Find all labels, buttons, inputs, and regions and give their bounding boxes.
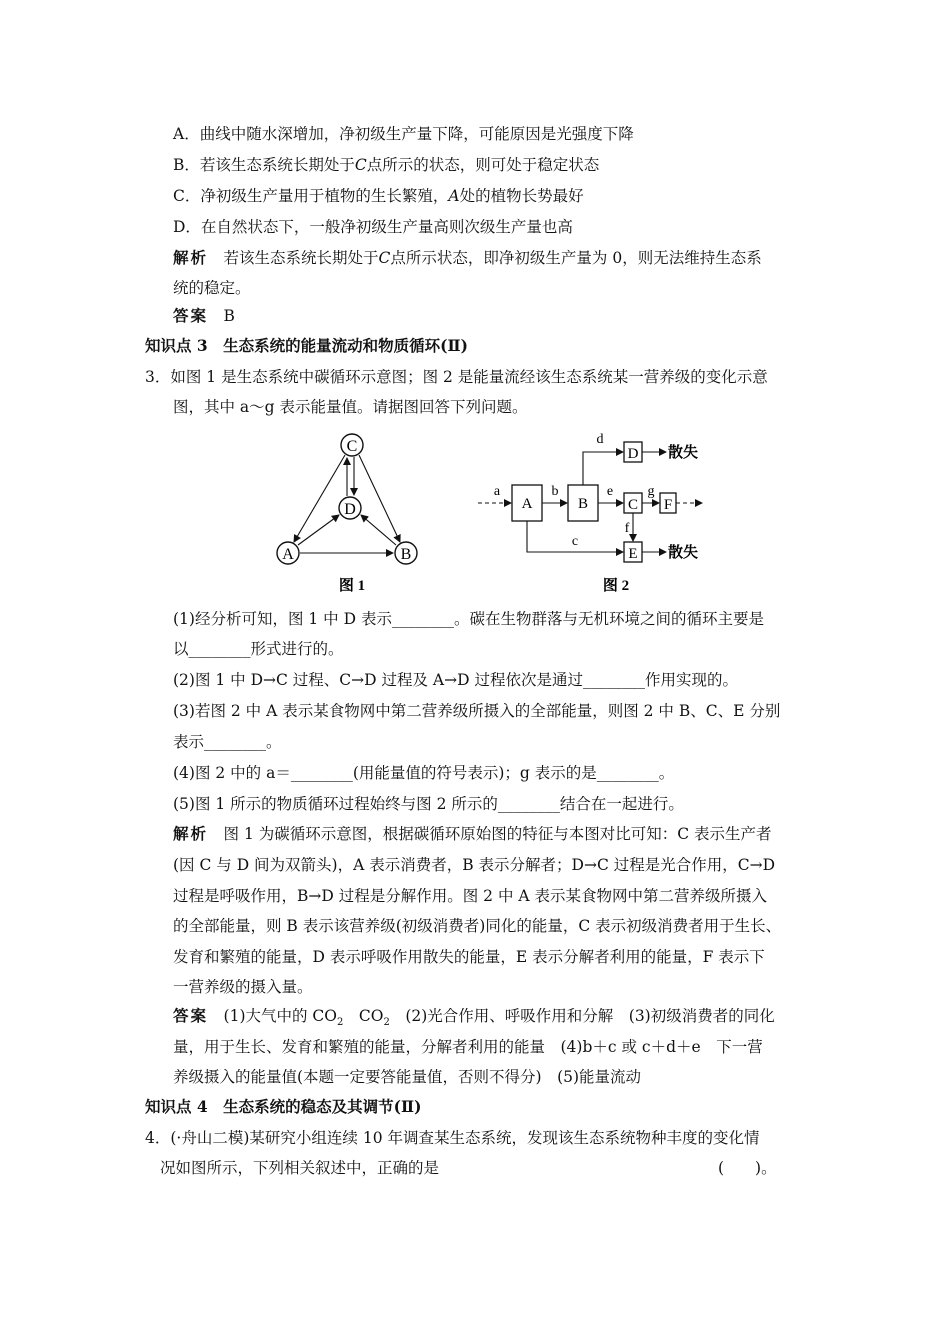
fig1-node-d (339, 497, 361, 519)
fig2-label-c: c (571, 534, 579, 549)
q3-sub1-line-1: (1)经分析可知，图 1 中 D 表示________。碳在生物群落与无机环境之间的循环主要是 (173, 610, 764, 628)
knowledge-point-4-heading: 知识点 4 生态系统的稳态及其调节(Ⅱ) (145, 1097, 422, 1116)
fig2-box-a (512, 485, 542, 521)
fig2-box-f (660, 493, 676, 513)
figure-2-energy-flow (470, 425, 740, 600)
q3-sub3-line-2: 表示________。 (173, 733, 282, 751)
q3-answer-line-2: 量，用于生长、发育和繁殖的能量，分解者利用的能量 (4)b＋c 或 c＋d＋e 下一营 (173, 1038, 763, 1056)
svg-text:D: D (344, 501, 356, 518)
q4-stem-line-1: 4．(·舟山二模)某研究小组连续 10 年调查某生态系统，发现该生态系统物种丰度的变化情 (145, 1129, 760, 1147)
q3-analysis-line-4: 的全部能量，则 B 表示该营养级(初级消费者)同化的能量，C 表示初级消费者用于生长、 (173, 917, 782, 935)
q3-sub1-line-2: 以________形式进行的。 (173, 640, 344, 658)
fig2-box-c (624, 493, 642, 513)
fig2-loss-label-2: 散失 (668, 545, 699, 561)
answer-label: 答案 (173, 1006, 209, 1025)
q3-stem-line-1: 3．如图 1 是生态系统中碳循环示意图；图 2 是能量流经该生态系统某一营养级的变化示意 (145, 368, 768, 386)
fig2-box-d (624, 442, 642, 462)
fig2-box-b (568, 485, 598, 521)
fig2-arrow-b-to-d (583, 452, 623, 485)
q3-analysis-line-1: 解析 图 1 为碳循环示意图，根据碳循环原始图的特征与本图对比可知：C 表示生产者 (173, 824, 772, 843)
fig1-arrow-a-to-d (298, 515, 339, 545)
fig2-label-a: a (493, 484, 501, 499)
analysis-label: 解析 (173, 248, 209, 267)
q2-answer: 答案 B (173, 306, 235, 325)
q3-stem-line-2: 图，其中 a～g 表示能量值。请据图回答下列问题。 (173, 398, 528, 416)
figure-1-carbon-cycle (260, 425, 440, 600)
q3-analysis-line-5: 发育和繁殖的能量，D 表示呼吸作用散失的能量，E 表示分解者利用的能量，F 表示下 (173, 948, 765, 966)
q3-analysis-line-2: (因 C 与 D 间为双箭头)，A 表示消费者，B 表示分解者；D→C 过程是光合作用，C→D (173, 856, 776, 874)
svg-text:B: B (577, 496, 589, 512)
fig2-label-e: e (606, 484, 614, 499)
q2-analysis-line-2: 统的稳定。 (173, 279, 251, 297)
q3-sub2: (2)图 1 中 D→C 过程、C→D 过程及 A→D 过程依次是通过________作用实现的。 (173, 671, 738, 689)
knowledge-point-3-heading: 知识点 3 生态系统的能量流动和物质循环(Ⅱ) (145, 336, 468, 355)
q3-analysis-line-3: 过程是呼吸作用，B→D 过程是分解作用。图 2 中 A 表示某食物网中第二营养级所摄入 (173, 887, 767, 905)
q3-sub5: (5)图 1 所示的物质循环过程始终与图 2 所示的________结合在一起进行。 (173, 795, 684, 813)
option-b: B．若该生态系统长期处于C点所示的状态，则可处于稳定状态 (173, 156, 600, 174)
fig2-box-e (624, 542, 642, 562)
fig1-node-b (395, 542, 417, 564)
q4-answer-blank: ( )。 (718, 1159, 777, 1177)
svg-text:A: A (282, 546, 294, 563)
fig2-label-d: d (596, 432, 604, 447)
fig2-label-g: g (647, 484, 655, 499)
fig2-caption: 图 2 (602, 578, 630, 594)
option-c: C．净初级生产量用于植物的生长繁殖，A处的植物长势最好 (173, 187, 584, 205)
fig1-caption: 图 1 (338, 578, 366, 594)
fig1-node-c (341, 434, 363, 456)
fig2-loss-label-1: 散失 (668, 445, 699, 461)
q3-answer-line-3: 养级摄入的能量值(本题一定要答能量值，否则不得分) (5)能量流动 (173, 1068, 642, 1086)
svg-text:B: B (400, 546, 412, 563)
fig1-node-a (277, 542, 299, 564)
svg-text:A: A (521, 496, 533, 512)
q3-sub4: (4)图 2 中的 a＝________(用能量值的符号表示)；g 表示的是________。 (173, 764, 675, 782)
fig2-label-f: f (624, 521, 630, 536)
fig2-label-b: b (551, 484, 559, 499)
option-d: D．在自然状态下，一般净初级生产量高则次级生产量也高 (173, 218, 573, 236)
fig1-arrow-b-to-d (361, 515, 396, 545)
q2-analysis-line-1: 解析 若该生态系统长期处于C点所示状态，即净初级生产量为 0，则无法维持生态系 (173, 248, 762, 267)
q3-sub3-line-1: (3)若图 2 中 A 表示某食物网中第二营养级所摄入的全部能量，则图 2 中 B、C、E 分别 (173, 702, 781, 720)
q3-analysis-line-6: 一营养级的摄入量。 (173, 978, 313, 996)
svg-text:C: C (627, 497, 639, 513)
svg-text:D: D (627, 446, 639, 462)
svg-text:E: E (628, 546, 638, 562)
q3-answer-line-1: 答案 (1)大气中的 $CO_2$ $CO_2$ (2)光合作用、呼吸作用和分解 (3)初级消费者的同化 (173, 1006, 775, 1029)
option-a: A．曲线中随水深增加，净初级生产量下降，可能原因是光强度下降 (173, 125, 634, 143)
analysis-label: 解析 (173, 824, 209, 843)
q4-stem-line-2: 况如图所示，下列相关叙述中，正确的是 (160, 1159, 440, 1177)
svg-text:C: C (346, 438, 358, 455)
svg-text:F: F (663, 497, 673, 513)
answer-label: 答案 (173, 306, 209, 325)
fig1-arrow-c-to-b (359, 455, 400, 542)
